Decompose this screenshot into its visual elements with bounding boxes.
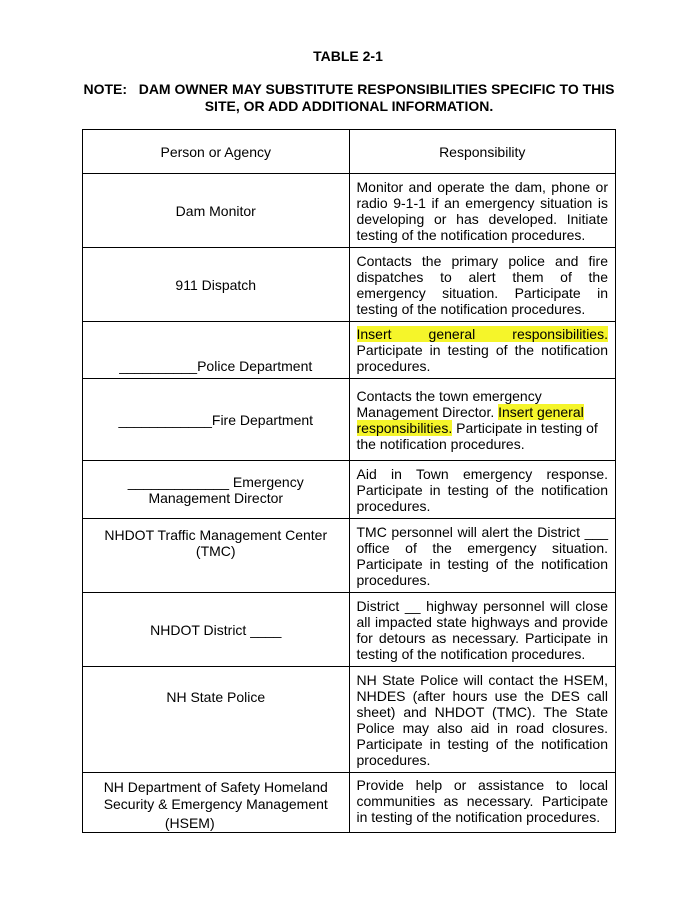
dam-owner-note: [82, 81, 616, 115]
note-line-1: NOTE: DAM OWNER MAY SUBSTITUTE RESPONSIBILITIES SPECIFIC TO THIS: [83, 81, 615, 97]
responsibility-line: Contacts the town emergency: [356, 387, 542, 404]
person-name-line: (HSEM): [164, 815, 215, 831]
person-name-line: Management Director: [148, 489, 284, 506]
responsibility-cell: Contacts the primary police and fire dispatches to alert them of the emergency situation. Participate in testing of the notification procedures.: [349, 248, 616, 322]
person-cell: [83, 461, 350, 519]
responsibility-cell: Monitor and operate the dam, phone or radio 9-1-1 if an emergency situation is developing or has developed. Initiate testing of the notification procedures.: [349, 174, 616, 248]
table-row: [83, 248, 616, 322]
table-row: [83, 667, 616, 773]
person-name-line: _____________ Emergency: [127, 473, 304, 490]
table-row: [83, 519, 616, 593]
person-name-line: Security & Emergency Management: [103, 796, 328, 812]
highlighted-placeholder: Insert general responsibilities.: [356, 326, 608, 342]
highlighted-placeholder: responsibilities.: [356, 419, 453, 436]
person-cell: [83, 667, 350, 773]
header-responsibility: Responsibility: [349, 130, 616, 174]
table-row: [83, 322, 616, 379]
person-cell: [83, 322, 350, 379]
responsibility-cell: Aid in Town emergency response. Participate in testing of the notification procedures.: [349, 461, 616, 519]
responsibility-cell: TMC personnel will alert the District ___ office of the emergency situation. Participate in testing of the notification procedures.: [349, 519, 616, 593]
table-title: TABLE 2-1: [313, 48, 383, 64]
responsibility-text: Participate in testing of the notification procedures.: [356, 342, 608, 374]
person-name-line: NHDOT Traffic Management Center: [104, 527, 328, 543]
responsibility-cell: Provide help or assistance to local communities as necessary. Participate in testing of the notification procedures.: [349, 773, 616, 833]
person-name-line: NH Department of Safety Homeland: [103, 779, 328, 795]
person-cell: ____________Fire Department: [83, 379, 350, 461]
person-cell: Dam Monitor: [83, 174, 350, 248]
responsibility-cell: District __ highway personnel will close all impacted state highways and provide for detours as necessary. Participate in testing of the notification procedures.: [349, 593, 616, 667]
person-cell: [83, 773, 350, 833]
person-cell: NHDOT District ____: [83, 593, 350, 667]
person-name: __________Police Department: [119, 358, 313, 374]
note-line-2: SITE, OR ADD ADDITIONAL INFORMATION.: [204, 98, 494, 114]
responsibility-cell: [349, 322, 616, 379]
table-header-row: [83, 130, 616, 174]
person-cell: 911 Dispatch: [83, 248, 350, 322]
table-row: [83, 773, 616, 833]
person-name: NH State Police: [166, 689, 266, 705]
table-row: [83, 174, 616, 248]
table-row: [83, 593, 616, 667]
responsibility-table: [82, 129, 616, 833]
responsibility-text: Participate in testing of the notification procedures.: [356, 419, 598, 452]
responsibility-cell: [349, 379, 616, 461]
person-cell: [83, 519, 350, 593]
table-row: [83, 379, 616, 461]
header-person-or-agency: Person or Agency: [83, 130, 350, 174]
responsibility-text: Management Director.: [356, 403, 499, 420]
responsibility-cell: NH State Police will contact the HSEM, NHDES (after hours use the DES call sheet) and NHDOT (TMC). The State Police may also aid in road closures. Participate in testing of the notification procedures.: [349, 667, 616, 773]
highlighted-placeholder: Insert general: [498, 403, 584, 420]
table-row: [83, 461, 616, 519]
person-name-line: (TMC): [195, 543, 236, 559]
